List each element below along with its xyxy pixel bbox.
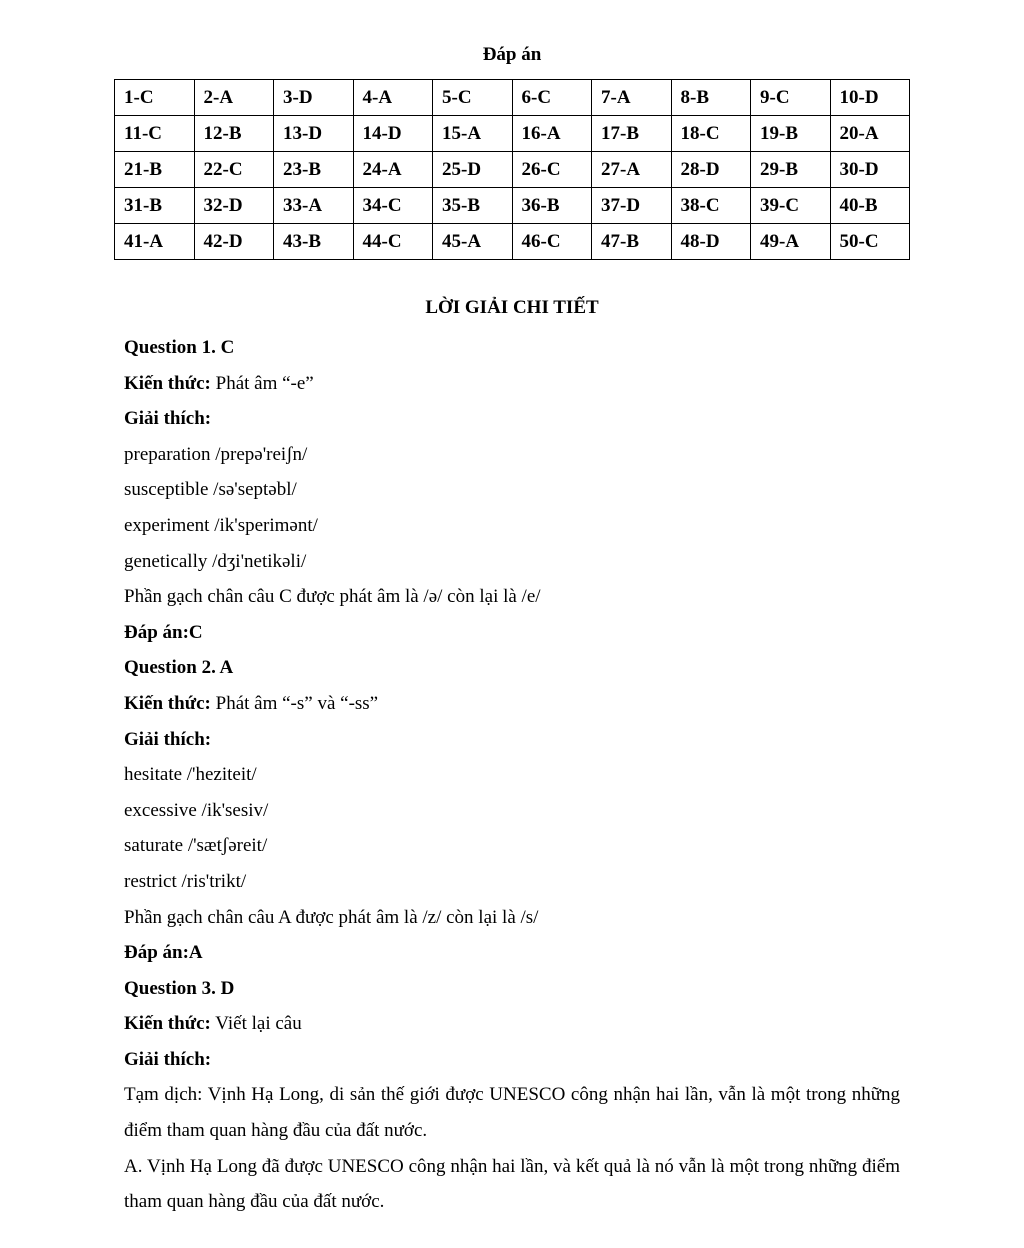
question-3-translation: Tạm dịch: Vịnh Hạ Long, di sản thế giới được UNESCO công nhận hai lần, vẫn là một trong những điểm tham quan hàng đầu của đất nước. (124, 1084, 900, 1142)
question-1-knowledge (124, 366, 900, 402)
answer-cell: 28-D (671, 152, 751, 188)
word-line: susceptible /sə'septəbl/ (124, 479, 297, 501)
answer-key-table (114, 79, 910, 260)
question-3-knowledge (124, 1006, 900, 1042)
answer-row (115, 152, 910, 188)
question-3-option-a: A. Vịnh Hạ Long đã được UNESCO công nhận hai lần, và kết quả là nó vẫn là một trong những điểm tham quan hàng đầu của đất nước. (124, 1155, 900, 1213)
answer-cell: 12-B (194, 116, 274, 152)
answer-cell: 19-B (751, 116, 831, 152)
knowledge-value: Phát âm “-e” (210, 372, 314, 394)
knowledge-label: Kiến thức: (124, 692, 211, 714)
question-1-answer: Đáp án:C (124, 621, 203, 643)
answer-cell: 8-B (671, 80, 751, 116)
answer-cell: 6-C (512, 80, 592, 116)
answer-cell: 25-D (433, 152, 513, 188)
answer-cell: 32-D (194, 188, 274, 224)
answer-cell: 48-D (671, 224, 751, 260)
answer-cell: 38-C (671, 188, 751, 224)
answer-row (115, 188, 910, 224)
answer-cell: 45-A (433, 224, 513, 260)
answer-cell: 40-B (830, 188, 910, 224)
answer-cell: 34-C (353, 188, 433, 224)
answer-cell: 17-B (592, 116, 672, 152)
answer-cell: 11-C (115, 116, 195, 152)
answer-cell: 15-A (433, 116, 513, 152)
answer-cell: 5-C (433, 80, 513, 116)
answer-cell: 42-D (194, 224, 274, 260)
question-1-explain-label: Giải thích: (124, 408, 212, 430)
answer-cell: 24-A (353, 152, 433, 188)
answer-cell: 18-C (671, 116, 751, 152)
word-line: excessive /ik'sesiv/ (124, 799, 269, 821)
word-line: experiment /ik'sperimənt/ (124, 514, 318, 536)
answer-row (115, 224, 910, 260)
question-2-answer: Đáp án:A (124, 942, 203, 964)
answer-cell: 13-D (274, 116, 354, 152)
answer-cell: 47-B (592, 224, 672, 260)
answer-cell: 31-B (115, 188, 195, 224)
answer-cell: 4-A (353, 80, 433, 116)
question-2-heading: Question 2. A (124, 657, 234, 679)
answer-cell: 44-C (353, 224, 433, 260)
knowledge-label: Kiến thức: (124, 1013, 211, 1035)
word-line: preparation /prepə'reiʃn/ (124, 443, 308, 465)
answer-row (115, 80, 910, 116)
question-2-explain-label: Giải thích: (124, 728, 212, 750)
answer-cell: 22-C (194, 152, 274, 188)
question-2-note: Phần gạch chân câu A được phát âm là /z/ còn lại là /s/ (124, 906, 539, 928)
question-3-explain-label: Giải thích: (124, 1048, 212, 1070)
answer-cell: 39-C (751, 188, 831, 224)
knowledge-value: Phát âm “-s” và “-ss” (210, 692, 379, 714)
answer-cell: 26-C (512, 152, 592, 188)
answer-key-title: Đáp án (482, 44, 542, 65)
word-line: genetically /dʒi'netikəli/ (124, 550, 307, 572)
solutions-title: LỜI GIẢI CHI TIẾT (425, 297, 599, 318)
answer-cell: 46-C (512, 224, 592, 260)
answer-cell: 37-D (592, 188, 672, 224)
knowledge-value: Viết lại câu (210, 1013, 302, 1035)
answer-cell: 14-D (353, 116, 433, 152)
answer-cell: 27-A (592, 152, 672, 188)
answer-cell: 36-B (512, 188, 592, 224)
solutions-content (124, 330, 900, 1220)
answer-cell: 21-B (115, 152, 195, 188)
answer-cell: 29-B (751, 152, 831, 188)
answer-cell: 10-D (830, 80, 910, 116)
answer-cell: 16-A (512, 116, 592, 152)
answer-cell: 23-B (274, 152, 354, 188)
word-line: restrict /ris'trikt/ (124, 870, 247, 892)
knowledge-label: Kiến thức: (124, 372, 211, 394)
answer-cell: 9-C (751, 80, 831, 116)
answer-cell: 30-D (830, 152, 910, 188)
answer-cell: 7-A (592, 80, 672, 116)
answer-cell: 2-A (194, 80, 274, 116)
answer-cell: 43-B (274, 224, 354, 260)
answer-row (115, 116, 910, 152)
question-3-heading: Question 3. D (124, 977, 235, 999)
answer-cell: 49-A (751, 224, 831, 260)
word-line: saturate /'sætʃəreit/ (124, 835, 268, 857)
answer-cell: 35-B (433, 188, 513, 224)
answer-cell: 33-A (274, 188, 354, 224)
answer-cell: 1-C (115, 80, 195, 116)
question-1-note: Phần gạch chân câu C được phát âm là /ə/ còn lại là /e/ (124, 586, 541, 608)
answer-cell: 50-C (830, 224, 910, 260)
answer-cell: 3-D (274, 80, 354, 116)
answer-cell: 41-A (115, 224, 195, 260)
answer-cell: 20-A (830, 116, 910, 152)
question-2-knowledge (124, 686, 900, 722)
question-1-heading: Question 1. C (124, 337, 235, 358)
word-line: hesitate /'heziteit/ (124, 764, 257, 786)
